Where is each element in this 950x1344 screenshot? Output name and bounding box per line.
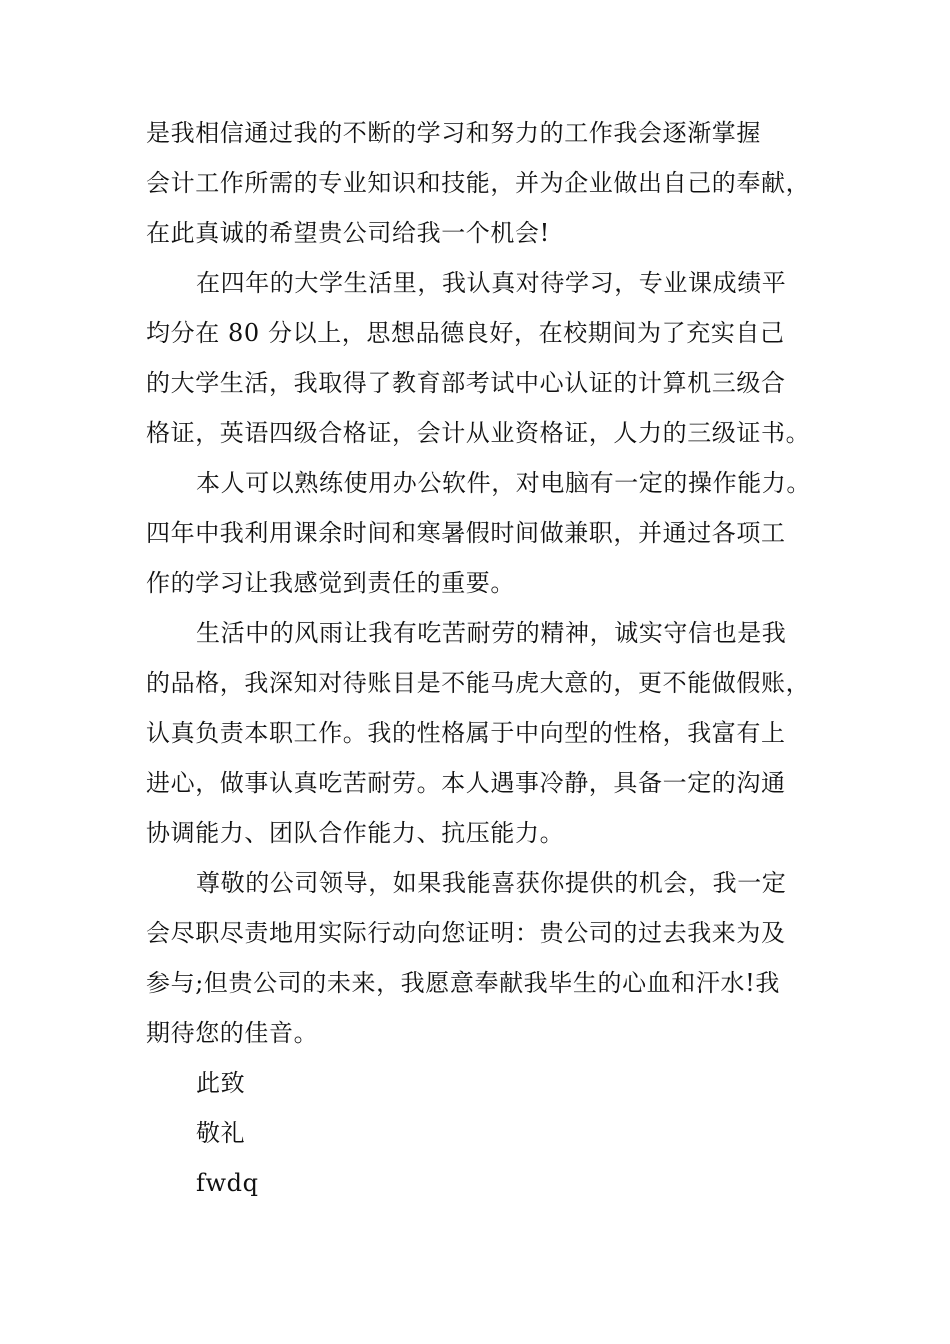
text-line: 进心，做事认真吃苦耐劳。本人遇事冷静，具备一定的沟通	[146, 769, 786, 797]
text-line: 格证，英语四级合格证，会计从业资格证，人力的三级证书。	[146, 419, 811, 447]
paragraph-first-line: 尊敬的公司领导，如果我能喜获你提供的机会，我一定	[196, 869, 787, 897]
paragraph-first-line: 在四年的大学生活里，我认真对待学习，专业课成绩平	[196, 269, 787, 297]
closing-regards: 敬礼	[196, 1119, 246, 1147]
text-line: 均分在 80 分以上，思想品德良好，在校期间为了充实自己	[146, 319, 785, 347]
text-line: 是我相信通过我的不断的学习和努力的工作我会逐渐掌握	[146, 119, 761, 147]
text-line: 参与;但贵公司的未来，我愿意奉献我毕生的心血和汗水!我	[146, 969, 780, 997]
signature: fwdq	[196, 1169, 259, 1197]
text-line: 四年中我利用课余时间和寒暑假时间做兼职，并通过各项工	[146, 519, 786, 547]
text-line: 作的学习让我感觉到责任的重要。	[146, 569, 515, 597]
letter-body	[146, 108, 826, 1208]
text-line: 的品格，我深知对待账目是不能马虎大意的，更不能做假账，	[146, 669, 811, 697]
paragraph-first-line: 生活中的风雨让我有吃苦耐劳的精神，诚实守信也是我	[196, 619, 787, 647]
closing-salutation: 此致	[196, 1069, 246, 1097]
paragraph-first-line: 本人可以熟练使用办公软件，对电脑有一定的操作能力。	[196, 469, 811, 497]
text-line: 在此真诚的希望贵公司给我一个机会!	[146, 219, 550, 247]
text-line: 期待您的佳音。	[146, 1019, 319, 1047]
text-line: 认真负责本职工作。我的性格属于中向型的性格，我富有上	[146, 719, 786, 747]
text-line: 的大学生活，我取得了教育部考试中心认证的计算机三级合	[146, 369, 786, 397]
text-line: 协调能力、团队合作能力、抗压能力。	[146, 819, 565, 847]
text-line: 会尽职尽责地用实际行动向您证明：贵公司的过去我来为及	[146, 919, 786, 947]
text-line: 会计工作所需的专业知识和技能，并为企业做出自己的奉献，	[146, 169, 811, 197]
